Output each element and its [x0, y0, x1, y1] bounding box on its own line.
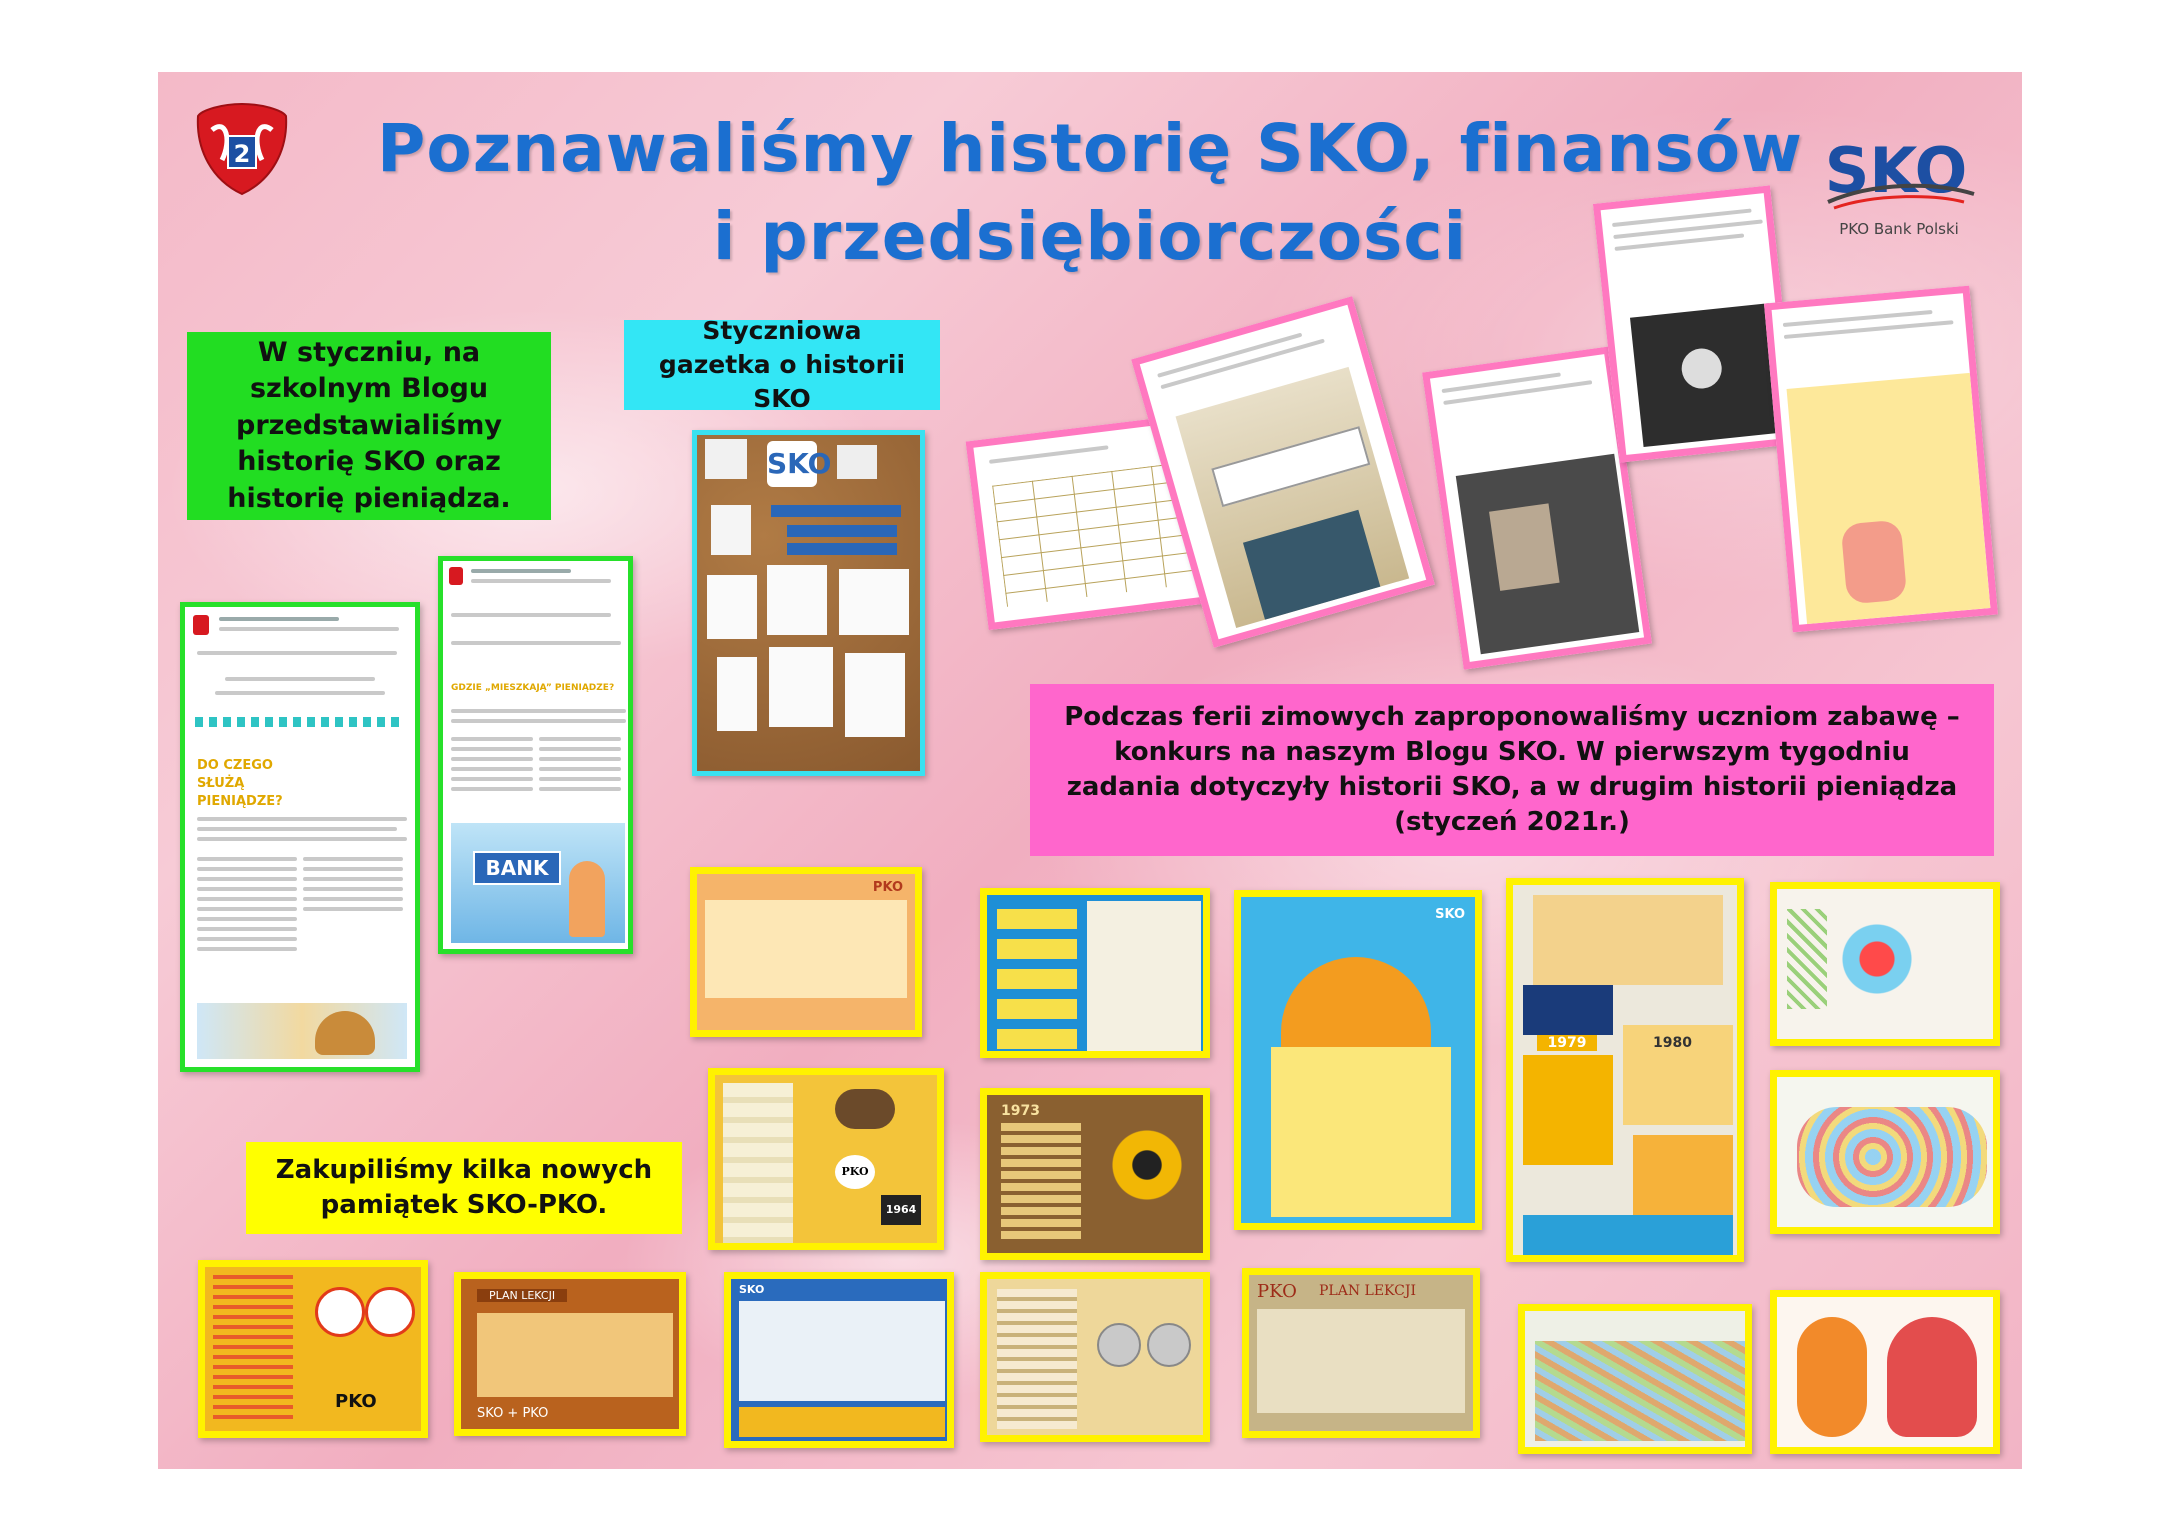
blog-screenshot-2	[438, 556, 633, 954]
souvenir-calendars-collage	[1506, 878, 1744, 1262]
souvenir-drawing-3	[1518, 1304, 1752, 1454]
sko-logo-word: SKO	[1824, 134, 1968, 207]
caption-ferie: Podczas ferii zimowych zaproponowaliśmy uczniom zabawę – konkurs na naszym Blogu SKO. W pierwszym tygodniu zadania dotyczyły historii SKO, a w drugim historii pieniądza (styczeń 2021r.)	[1030, 684, 1994, 856]
souvenir-plan-blue	[724, 1272, 954, 1448]
plan-lekcji-label-2: PLAN LEKCJI	[1319, 1283, 1416, 1299]
pko-bank-text: PKO Bank Polski	[1839, 220, 1959, 238]
blog-screenshot-1	[180, 602, 420, 1072]
board-sko-letters: SKO	[767, 441, 817, 487]
blog2-heading: GDZIE „MIESZKAJĄ” PIENIĄDZE?	[451, 683, 615, 693]
page-title-line-2: i przedsiębiorczości	[712, 198, 1468, 275]
souvenir-blue-calendar	[980, 888, 1210, 1058]
caption-pamiatki: Zakupiliśmy kilka nowych pamiątek SKO-PKO.	[246, 1142, 682, 1234]
souvenir-plan-lekcji-pko	[1242, 1268, 1480, 1438]
page-title-line-1: Poznawaliśmy historię SKO, finansów	[376, 110, 1804, 187]
plan-lekcji-label-1: PLAN LEKCJI	[477, 1289, 567, 1302]
souvenir-plan-orange	[690, 867, 922, 1037]
year-1964: 1964	[881, 1195, 921, 1225]
sko-pko-logo	[1814, 122, 1984, 242]
year-1980: 1980	[1653, 1035, 1692, 1051]
pko-mark-2: PKO	[835, 1155, 875, 1189]
souvenir-bee-calendar	[708, 1068, 944, 1250]
badge-number: 2	[233, 140, 251, 168]
year-1979: 1979	[1537, 1035, 1597, 1051]
souvenir-plan-lekcji-brown	[454, 1272, 686, 1436]
poster	[158, 72, 2022, 1469]
caption-blog: W styczniu, na szkolnym Blogu przedstawialiśmy historię SKO oraz historię pieniądza.	[187, 332, 551, 520]
souvenir-1973-calendar	[980, 1088, 1210, 1260]
pko-mark-4: PKO	[1257, 1281, 1297, 1302]
souvenir-coins-calendar	[980, 1272, 1210, 1442]
caption-gazetka: Styczniowa gazetka o historii SKO	[624, 320, 940, 410]
contest-map-screenshot	[1764, 286, 1998, 633]
souvenir-drawing-1	[1770, 882, 2000, 1046]
notice-board-photo	[692, 430, 925, 776]
souvenir-faces-plan	[198, 1260, 428, 1438]
bank-sign: BANK	[473, 851, 561, 885]
year-1973: 1973	[1001, 1103, 1040, 1119]
souvenir-drawing-2	[1770, 1070, 2000, 1234]
souvenir-basket-plan	[1234, 890, 1482, 1230]
pko-mark-3: PKO	[335, 1391, 377, 1412]
sko-mark-1: SKO	[1435, 907, 1465, 922]
souvenir-drawing-4	[1770, 1290, 2000, 1454]
pko-mark-1: PKO	[872, 880, 903, 895]
blog1-heading: DO CZEGO SŁUŻĄ PIENIĄDZE?	[197, 758, 283, 809]
sko-mark-2: SKO	[739, 1283, 765, 1296]
sko-pko-footer: SKO + PKO	[477, 1406, 549, 1421]
